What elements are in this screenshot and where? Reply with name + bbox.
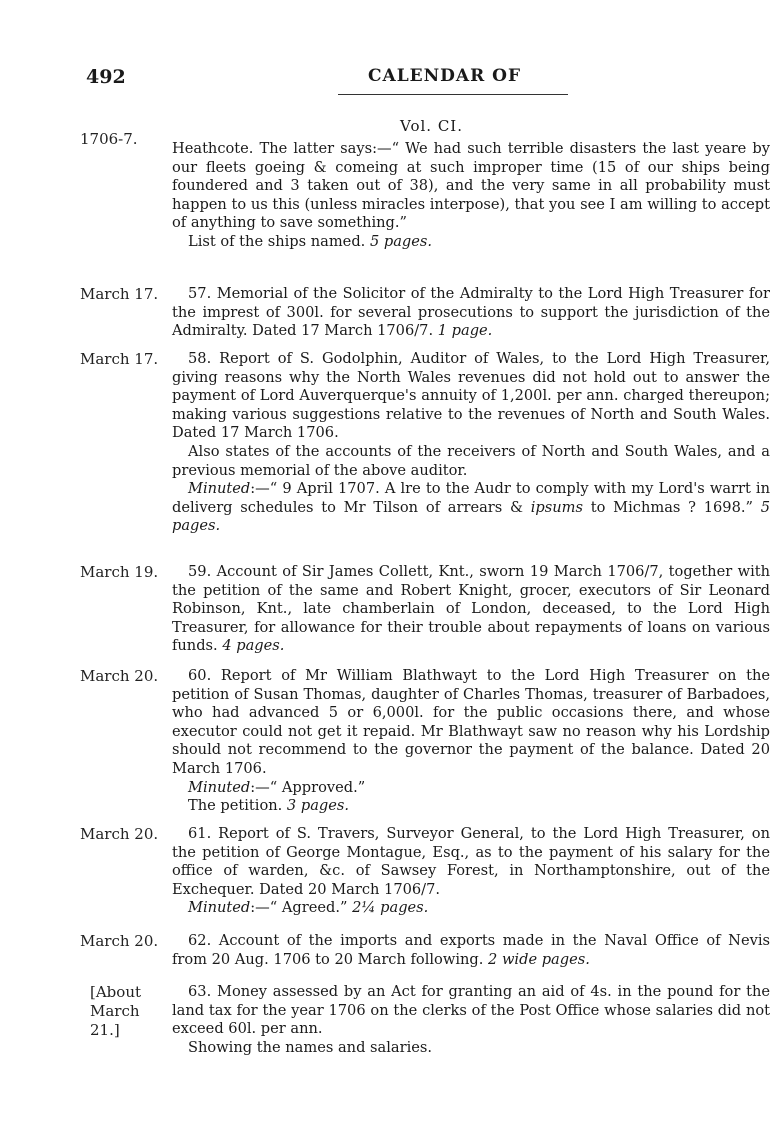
entry-text: 59. Account of Sir James Collett, Knt., sworn 19 March 1706/7, together with the petition of the same and Robert Knight, grocer, executors of Sir Leonard Robinson, Knt., late chamberlain of London, deceased, to the Lord High Treasurer, for allowance for their trouble about repayments of loans on various funds. xyxy=(172,563,770,655)
minuted-text: :—“ Approved.” xyxy=(250,778,366,796)
entry-text: Heathcote. The latter says:—“ We had such terrible disasters the last yeare by our fleets goeing & comeing at such improper time (15 of our ships being foundered and 3 taken out of 38), and the very same in all probability must happen to us this (unless miracles interpose), that you see I am willing to accept of anything to save something.” xyxy=(172,140,770,232)
page-number: 492 xyxy=(86,66,126,88)
entry-extra: Also states of the accounts of the receivers of North and South Wales, and a previous memorial of the above auditor. xyxy=(172,442,770,479)
entry-text: 60. Report of Mr William Blathwayt to the Lord High Treasurer on the petition of Susan Thomas, daughter of Charles Thomas, treasurer of Barbadoes, who had advanced 5 or 6,000l. for the public occasions there, and whose executor could not get it repaid. Mr Blathwayt saw no reason why his Lordship should not recommend to the governor the payment of the balance. Dated 20 March 1706. xyxy=(172,667,770,777)
entry-date: March 17. xyxy=(80,285,159,303)
page-count: 5 pages. xyxy=(172,498,770,535)
entry-note: List of the ships named. xyxy=(188,232,366,250)
page-count: 2¼ pages. xyxy=(352,899,429,917)
minuted-label: Minuted xyxy=(188,778,251,796)
header-rule xyxy=(338,94,568,95)
minuted-label: Minuted xyxy=(188,480,251,498)
volume-heading: Vol. CI. xyxy=(400,117,463,135)
entry-date: March 20. xyxy=(80,667,159,685)
entry-extra: Showing the names and salaries. xyxy=(188,1038,433,1056)
page-count: 1 page. xyxy=(437,322,493,340)
running-title: CALENDAR OF xyxy=(368,66,522,86)
entry-text: 61. Report of S. Travers, Surveyor General, to the Lord High Treasurer, on the petition of George Montague, Esq., as to the payment of his salary for the office of warden, &c. of Sawsey Forest, in Northamptonshire, out of the Exchequer. Dated 20 March 1706/7. xyxy=(172,825,770,898)
entry-date: March 20. xyxy=(80,825,159,843)
entry-text: 63. Money assessed by an Act for granting an aid of 4s. in the pound for the land tax for the year 1706 on the clerks of the Post Office whose salaries did not exceed 60l. per ann. xyxy=(172,983,770,1038)
minuted-tail: to Michmas ? 1698.” xyxy=(590,498,753,516)
entry-date: March 19. xyxy=(80,563,159,581)
minuted-italic: ipsums xyxy=(530,498,583,516)
entry-text: 58. Report of S. Godolphin, Auditor of Wales, to the Lord High Treasurer, giving reasons why the North Wales revenues did not hold out to answer the payment of Lord Auverquerque's annuity of 1,200l. per ann. charged thereupon; making various suggestions relative to the revenues of North and South Wales. Dated 17 March 1706. xyxy=(172,350,770,442)
page-count: 5 pages. xyxy=(369,232,433,250)
minuted-text: :—“ 9 April 1707. A lre to the Audr to comply with my Lord's warrt in deliverg schedules to Mr Tilson of arrears & xyxy=(172,480,770,516)
page-count: 3 pages. xyxy=(286,797,349,815)
page-count: 4 pages. xyxy=(222,637,285,655)
minuted-text: :—“ Agreed.” xyxy=(250,899,348,917)
page-count: 2 wide pages. xyxy=(488,950,590,968)
entry-date: 1706-7. xyxy=(80,130,138,148)
entry-date: March 20. xyxy=(80,932,159,950)
entry-text: 57. Memorial of the Solicitor of the Admiralty to the Lord High Treasurer for the imprest of 300l. for several prosecutions to support the jurisdiction of the Admiralty. Dated 17 March 1706/7. xyxy=(172,285,770,340)
minuted-label: Minuted xyxy=(188,899,251,917)
entry-text: 62. Account of the imports and exports made in the Naval Office of Nevis from 20 Aug. 1706 to 20 March following. xyxy=(172,932,770,968)
entry-date: March 17. xyxy=(80,350,159,368)
entry-note: The petition. xyxy=(188,797,283,815)
entry-date: [About March 21.] xyxy=(90,983,142,1039)
